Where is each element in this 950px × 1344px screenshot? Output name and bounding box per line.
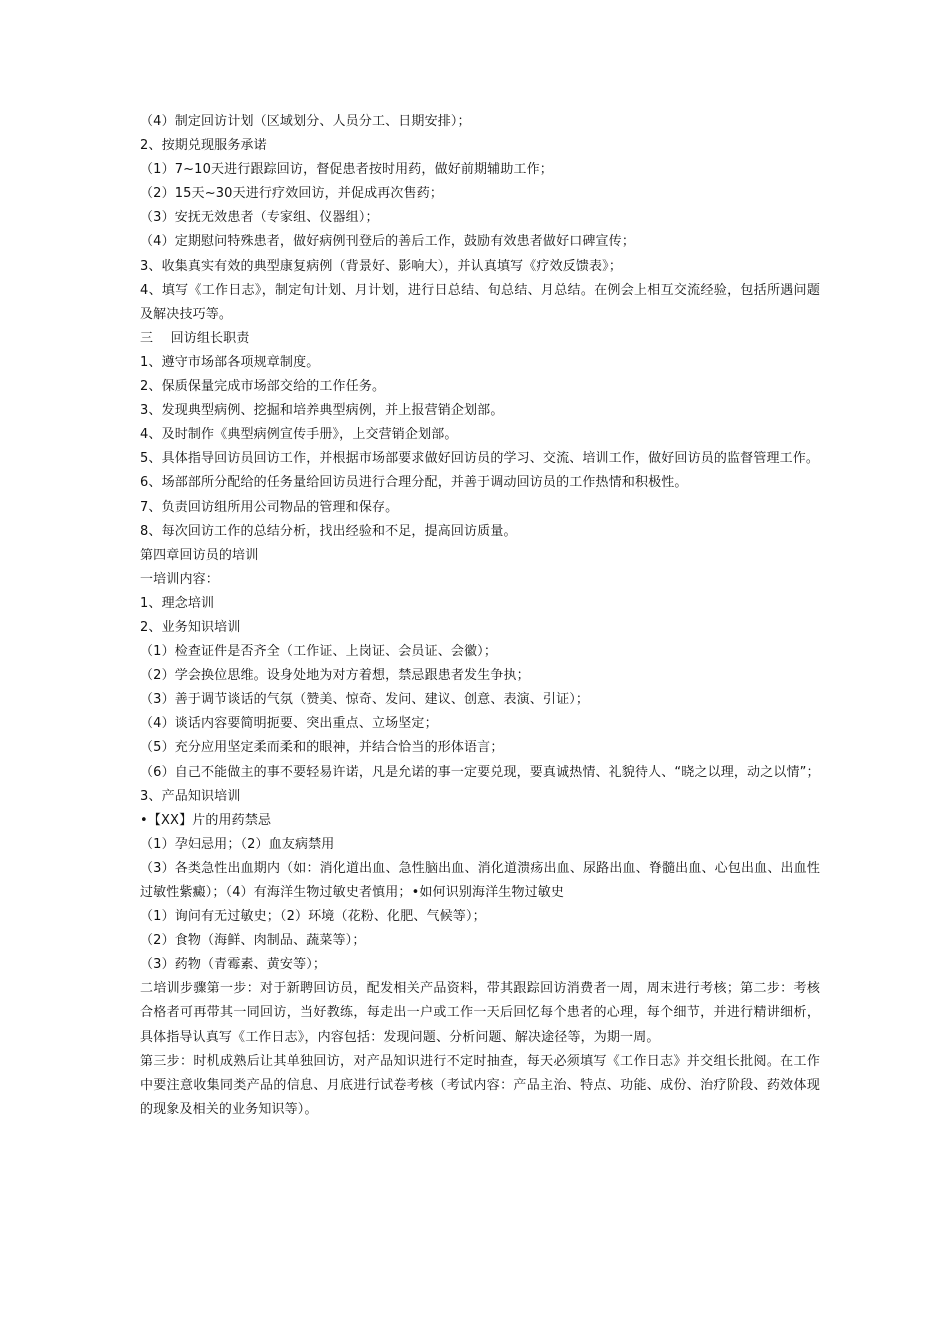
text-line: 8、每次回访工作的总结分析，找出经验和不足，提高回访质量。 <box>140 523 517 539</box>
text-paragraph: （6）自己不能做主的事不要轻易许诺，凡是允诺的事一定要兑现，要真诚热情、礼貌待人、“晓之以理，动之以情”； <box>140 764 820 780</box>
text-line: 7、负责回访组所用公司物品的管理和保存。 <box>140 499 399 515</box>
text-line: 2、按期兑现服务承诺 <box>140 138 267 154</box>
text-line: 6、场部部所分配给的任务量给回访员进行合理分配，并善于调动回访员的工作热情和积极性。 <box>140 475 688 491</box>
text-line: （3）药物（青霉素、黄安等）； <box>140 957 327 973</box>
text-line: （5）充分应用坚定柔而柔和的眼神，并结合恰当的形体语言； <box>140 740 504 756</box>
text-line: （3）善于调节谈话的气氛（赞美、惊奇、发问、建议、创意、表演、引证）； <box>140 692 590 708</box>
text-line: 3、发现典型病例、挖掘和培养典型病例，并上报营销企划部。 <box>140 403 504 419</box>
text-line: （1）孕妇忌用；（2）血友病禁用 <box>140 836 335 852</box>
text-line: 1、遵守市场部各项规章制度。 <box>140 354 320 370</box>
text-line: 3、产品知识培训 <box>140 788 241 804</box>
text-line: 2、保质保量完成市场部交给的工作任务。 <box>140 379 386 395</box>
text-line: （1）询问有无过敏史；（2）环境（花粉、化肥、气候等）； <box>140 909 486 925</box>
text-line: （2）学会换位思维。设身处地为对方着想，禁忌跟患者发生争执； <box>140 668 530 684</box>
text-line: 1、理念培训 <box>140 595 215 611</box>
text-line: 4、及时制作《典型病例宣传手册》，上交营销企划部。 <box>140 427 458 443</box>
text-line: 3、收集真实有效的典型康复病例（背景好、影响大），并认真填写《疗效反馈表》； <box>140 258 622 274</box>
text-line: （4）定期慰问特殊患者，做好病例刊登后的善后工作，鼓励有效患者做好口碑宣传； <box>140 234 635 250</box>
section-heading: 一培训内容： <box>140 571 219 587</box>
text-line: （3）安抚无效患者（专家组、仪器组）； <box>140 210 379 226</box>
text-line: （2）食物（海鲜、肉制品、蔬菜等）； <box>140 933 366 949</box>
text-line: （1）检查证件是否齐全（工作证、上岗证、会员证、会徽）； <box>140 644 497 660</box>
text-paragraph: 5、具体指导回访员回访工作，并根据市场部要求做好回访员的学习、交流、培训工作，做好回访员的监督管理工作。 <box>140 451 820 467</box>
text-paragraph: （3）各类急性出血期内（如：消化道出血、急性脑出血、消化道溃疡出血、尿路出血、脊髓出血、心包出血、出血性过敏性紫癜）；（4）有海洋生物过敏史者慎用；•如何识别海洋生物过敏史 <box>140 860 820 900</box>
text-line: （2）15天~30天进行疗效回访，并促成再次售药； <box>140 186 443 202</box>
text-line: 2、业务知识培训 <box>140 619 241 635</box>
section-heading: 三 回访组长职责 <box>140 330 250 346</box>
document-body <box>140 110 820 1122</box>
text-paragraph: 4、填写《工作日志》，制定旬计划、月计划，进行日总结、旬总结、月总结。在例会上相互交流经验，包括所遇问题及解决技巧等。 <box>140 282 820 322</box>
bullet-item: •【XX】片的用药禁忌 <box>140 812 272 828</box>
text-line: （4）制定回访计划（区域划分、人员分工、日期安排）； <box>140 114 471 129</box>
text-line: （4）谈话内容要简明扼要、突出重点、立场坚定； <box>140 716 438 732</box>
text-line: （1）7~10天进行跟踪回访，督促患者按时用药，做好前期辅助工作； <box>140 162 553 178</box>
text-paragraph: 二培训步骤第一步：对于新聘回访员，配发相关产品资料，带其跟踪回访消费者一周，周末进行考核；第二步：考核合格者可再带其一同回访，当好教练，每走出一户或工作一天后回忆每个患者的心理，每个细节，并进行精讲细析，具体指导认真写《工作日志》，内容包括：发现问题、分析问题、解决途径等，为期一周。 <box>140 981 820 1045</box>
text-paragraph: 第三步：时机成熟后让其单独回访，对产品知识进行不定时抽查，每天必须填写《工作日志》并交组长批阅。在工作中要注意收集同类产品的信息、月底进行试卷考核（考试内容：产品主治、特点、功能、成份、治疗阶段、药效体现的现象及相关的业务知识等）。 <box>140 1053 820 1117</box>
chapter-heading: 第四章回访员的培训 <box>140 547 259 563</box>
